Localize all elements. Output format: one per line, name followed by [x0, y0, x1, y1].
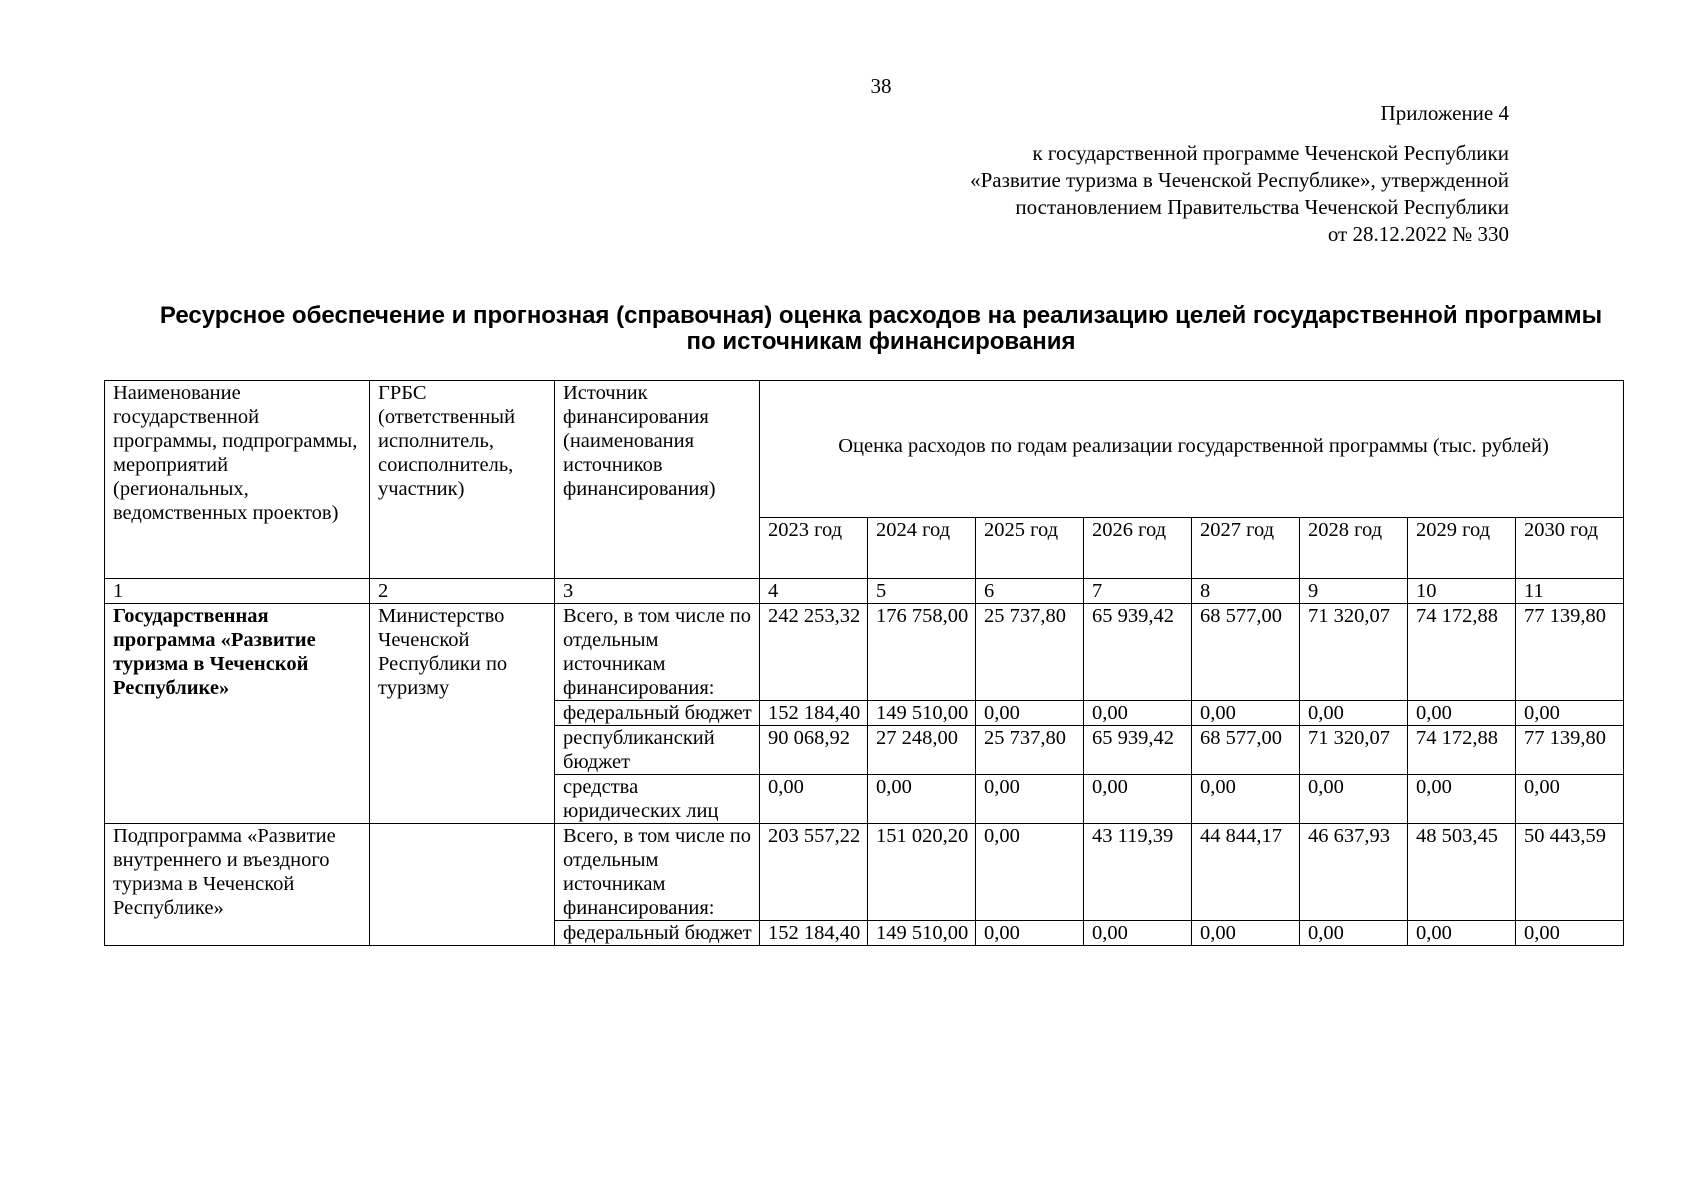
table-row [105, 604, 1624, 701]
page-number: 38 [870, 74, 892, 98]
value-cell: 152 184,40 [760, 701, 868, 726]
column-number: 11 [1516, 579, 1624, 604]
column-number: 10 [1408, 579, 1516, 604]
value-cell: 0,00 [1408, 775, 1516, 824]
program-name: Государственная программа «Развитие туризма в Чеченской Республике» [105, 604, 370, 824]
value-cell: 0,00 [1084, 701, 1192, 726]
source-cell: Всего, в том числе по отдельным источникам финансирования: [555, 824, 760, 921]
header-year: 2024 год [868, 518, 976, 579]
value-cell: 149 510,00 [868, 921, 976, 946]
header-year: 2026 год [1084, 518, 1192, 579]
header-source: Источник финансирования (наименования источников финансирования) [555, 381, 760, 579]
header-year: 2028 год [1300, 518, 1408, 579]
resource-table [104, 380, 1624, 946]
value-cell: 68 577,00 [1192, 726, 1300, 775]
source-cell: средства юридических лиц [555, 775, 760, 824]
source-cell: федеральный бюджет [555, 921, 760, 946]
value-cell: 0,00 [1192, 775, 1300, 824]
column-number: 2 [370, 579, 555, 604]
subprogram-grbs [370, 824, 555, 946]
value-cell: 149 510,00 [868, 701, 976, 726]
value-cell: 25 737,80 [976, 726, 1084, 775]
value-cell: 0,00 [1516, 921, 1624, 946]
title-line: по источникам финансирования [686, 328, 1076, 355]
value-cell: 176 758,00 [868, 604, 976, 701]
header-year: 2030 год [1516, 518, 1624, 579]
appendix-line: к государственной программе Чеченской Республики [1032, 141, 1509, 165]
value-cell: 242 253,32 [760, 604, 868, 701]
header-row [105, 381, 1624, 518]
value-cell: 27 248,00 [868, 726, 976, 775]
column-number: 6 [976, 579, 1084, 604]
value-cell: 0,00 [976, 824, 1084, 921]
column-number: 4 [760, 579, 868, 604]
source-cell: Всего, в том числе по отдельным источникам финансирования: [555, 604, 760, 701]
value-cell: 68 577,00 [1192, 604, 1300, 701]
value-cell: 0,00 [976, 701, 1084, 726]
value-cell: 0,00 [1084, 775, 1192, 824]
value-cell: 0,00 [1300, 775, 1408, 824]
value-cell: 0,00 [760, 775, 868, 824]
value-cell: 74 172,88 [1408, 726, 1516, 775]
column-number: 8 [1192, 579, 1300, 604]
value-cell: 0,00 [1300, 921, 1408, 946]
column-number: 5 [868, 579, 976, 604]
header-year: 2029 год [1408, 518, 1516, 579]
header-estimate: Оценка расходов по годам реализации государственной программы (тыс. рублей) [760, 381, 1624, 518]
value-cell: 44 844,17 [1192, 824, 1300, 921]
value-cell: 74 172,88 [1408, 604, 1516, 701]
table-row [105, 824, 1624, 921]
document-title [100, 303, 1662, 355]
value-cell: 25 737,80 [976, 604, 1084, 701]
source-cell: республиканский бюджет [555, 726, 760, 775]
appendix-label: Приложение 4 [1380, 101, 1509, 125]
value-cell: 0,00 [1516, 701, 1624, 726]
value-cell: 0,00 [868, 775, 976, 824]
value-cell: 71 320,07 [1300, 604, 1408, 701]
program-grbs: Министерство Чеченской Республики по туризму [370, 604, 555, 824]
value-cell: 43 119,39 [1084, 824, 1192, 921]
header-year: 2025 год [976, 518, 1084, 579]
header-year: 2023 год [760, 518, 868, 579]
value-cell: 90 068,92 [760, 726, 868, 775]
value-cell: 77 139,80 [1516, 726, 1624, 775]
header-name: Наименование государственной программы, подпрограммы, мероприятий (региональных, ведомственных проектов) [105, 381, 370, 579]
value-cell: 65 939,42 [1084, 604, 1192, 701]
value-cell: 0,00 [1192, 921, 1300, 946]
value-cell: 203 557,22 [760, 824, 868, 921]
column-number: 9 [1300, 579, 1408, 604]
source-cell: федеральный бюджет [555, 701, 760, 726]
value-cell: 46 637,93 [1300, 824, 1408, 921]
value-cell: 77 139,80 [1516, 604, 1624, 701]
column-number: 7 [1084, 579, 1192, 604]
column-number: 3 [555, 579, 760, 604]
value-cell: 71 320,07 [1300, 726, 1408, 775]
value-cell: 0,00 [1408, 701, 1516, 726]
value-cell: 0,00 [976, 921, 1084, 946]
value-cell: 48 503,45 [1408, 824, 1516, 921]
title-line: Ресурсное обеспечение и прогнозная (справочная) оценка расходов на реализацию целей государственной программы [159, 302, 1603, 329]
value-cell: 0,00 [1300, 701, 1408, 726]
subprogram-name: Подпрограмма «Развитие внутреннего и въездного туризма в Чеченской Республике» [105, 824, 370, 946]
value-cell: 0,00 [976, 775, 1084, 824]
appendix-line: от 28.12.2022 № 330 [1327, 222, 1509, 246]
value-cell: 0,00 [1192, 701, 1300, 726]
appendix-line: «Развитие туризма в Чеченской Республике», утвержденной [970, 168, 1509, 192]
header-grbs: ГРБС (ответственный исполнитель, соисполнитель, участник) [370, 381, 555, 579]
appendix-reference [809, 140, 1509, 248]
header-year: 2027 год [1192, 518, 1300, 579]
value-cell: 0,00 [1516, 775, 1624, 824]
value-cell: 65 939,42 [1084, 726, 1192, 775]
value-cell: 0,00 [1408, 921, 1516, 946]
value-cell: 152 184,40 [760, 921, 868, 946]
value-cell: 151 020,20 [868, 824, 976, 921]
value-cell: 0,00 [1084, 921, 1192, 946]
value-cell: 50 443,59 [1516, 824, 1624, 921]
column-numbers-row [105, 579, 1624, 604]
appendix-line: постановлением Правительства Чеченской Республики [1015, 195, 1509, 219]
column-number: 1 [105, 579, 370, 604]
